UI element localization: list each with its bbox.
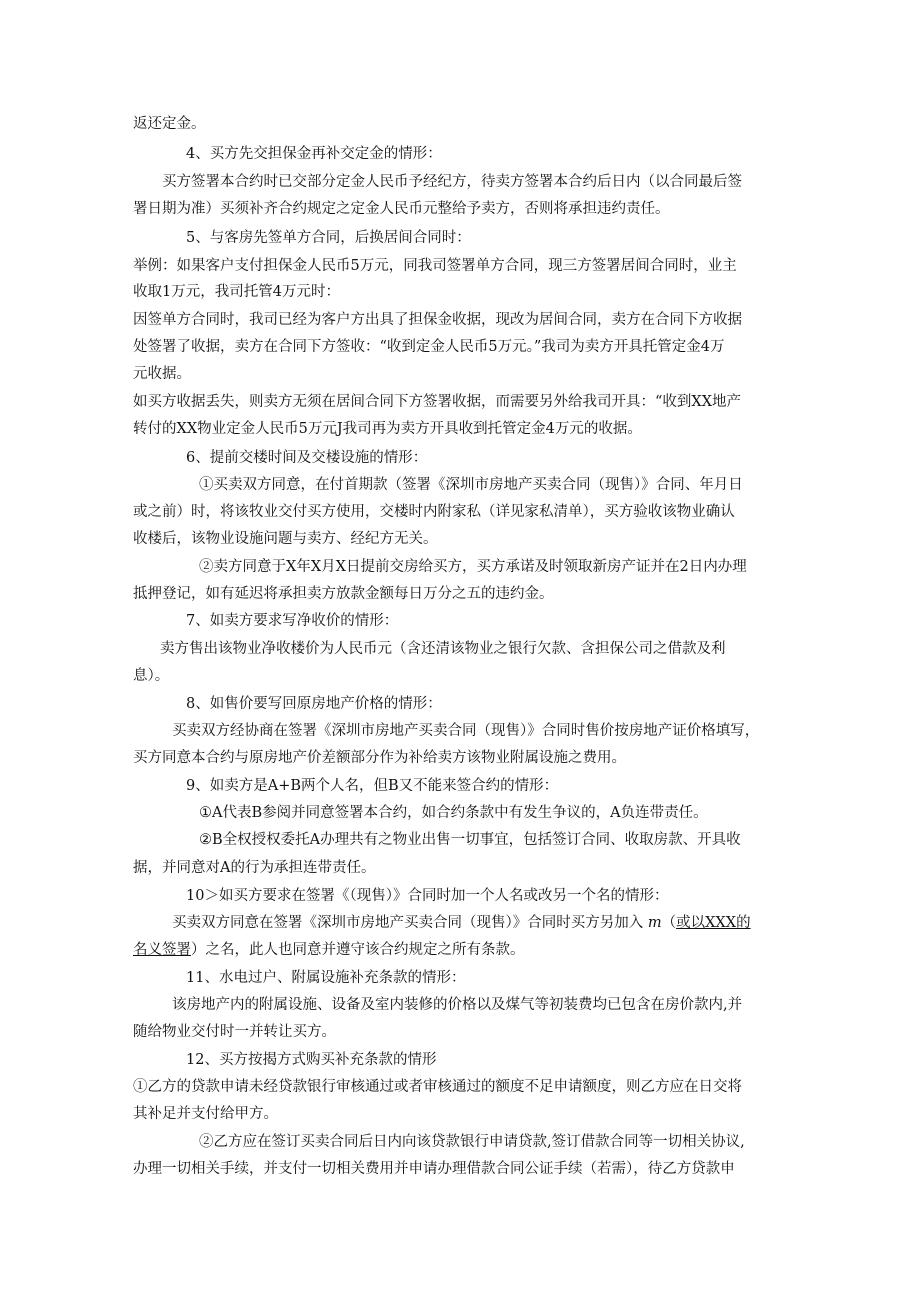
underlined-text: 或以XXX的 — [676, 915, 751, 931]
italic-mark: m — [647, 915, 662, 931]
text-line: 该房地产内的附属设施、设备及室内装修的价格以及煤气等初装费均已包含在房价款内,并 — [172, 997, 743, 1013]
text-line: 办理一切相关手续，并支付一切相关费用并申请办理借款合同公证手续（若需），待乙方贷款申 — [133, 1161, 735, 1177]
text-line: 卖方售出该物业净收楼价为人民币元（含还清该物业之银行欠款、含担保公司之借款及利 — [160, 641, 726, 657]
section-heading-4: 4、买方先交担保金再补交定金的情形： — [186, 146, 442, 162]
text-line: 买方同意本合约与原房地产价差额部分作为补给卖方该物业附属设施之费用。 — [133, 750, 626, 766]
text-segment: （ — [661, 915, 677, 931]
text-line: 举例：如果客户支付担保金人民币5万元，同我司签署单方合同，现三方签署居间合同时，业主 — [133, 258, 737, 274]
section-heading-6: 6、提前交楼时间及交楼设施的情形： — [186, 450, 428, 466]
text-line: 处签署了收据，卖方在合同下方签收：“收到定金人民币5万元。”我司为卖方开具托管定金4万 — [133, 339, 725, 355]
text-line: ①A代表B参阅并同意签署本合约，如合约条款中有发生争议的，A负连带责任。 — [199, 805, 708, 821]
section-heading-5: 5、与客房先签单方合同，后换居间合同时： — [186, 230, 471, 246]
text-segment: 买卖双方同意在签署《深圳市房地产买卖合同（现售）》合同时买方另加入 — [172, 915, 644, 931]
section-heading-10: 10＞如买方要求在签署《（现售）》合同时加一个人名或改另一个名的情形： — [186, 888, 669, 904]
text-line: 息）。 — [133, 668, 170, 684]
text-line: 收楼后，该物业设施问题与卖方、经纪方无关。 — [133, 531, 438, 547]
underlined-text: 名义签署 — [133, 942, 191, 958]
text-line — [172, 913, 751, 933]
text-line: 抵押登记，如有延迟将承担卖方放款金额每日万分之五的违约金。 — [133, 586, 554, 602]
text-segment: ）之名，此人也同意并遵守该合约规定之所有条款。 — [191, 942, 525, 958]
text-line: 其补足并支付给甲方。 — [133, 1106, 278, 1122]
section-heading-11: 11、水电过户、附属设施补充条款的情形： — [186, 970, 466, 986]
text-line: 买卖双方经协商在签署《深圳市房地产买卖合同（现售）》合同时售价按房地产证价格填写， — [172, 723, 760, 739]
section-heading-12: 12、买方按揭方式购买补充条款的情形 — [186, 1052, 437, 1068]
text-line: 或之前）时，将该牧业交付买方使用，交楼时内附家私（详见家私清单），买方验收该物业确认 — [133, 504, 735, 520]
text-line: 元收据。 — [133, 366, 191, 382]
text-line: ②B全权授权委托A办理共有之物业出售一切事宜，包括签订合同、收取房款、开具收 — [199, 832, 741, 848]
text-line: 返还定金。 — [133, 116, 206, 132]
text-line — [133, 940, 525, 960]
text-line: ②卖方同意于X年X月X日提前交房给买方，买方承诺及时领取新房产证并在2日内办理 — [199, 559, 747, 575]
text-line: 如买方收据丢失，则卖方无须在居间合同下方签署收据，而需要另外给我司开具：“收到XX地产 — [133, 394, 742, 410]
section-heading-9: 9、如卖方是A+B两个人名，但B又不能来签合约的情形： — [186, 778, 559, 794]
text-line: 据，并同意对A的行为承担连带责任。 — [133, 860, 376, 876]
text-line: 署日期为准）买须补齐合约规定之定金人民币元整给予卖方，否则将承担违约责任。 — [133, 201, 670, 217]
text-line: 随给物业交付时一并转让买方。 — [133, 1024, 336, 1040]
text-line: 收取1万元，我司托管4万元时： — [133, 284, 340, 300]
text-line: ①买卖双方同意，在付首期款（签署《深圳市房地产买卖合同（现售）》合同、年月日 — [199, 477, 743, 493]
section-heading-7: 7、如卖方要求写净收价的情形： — [186, 613, 399, 629]
text-line: ②乙方应在签订买卖合同后日内向该贷款银行申请贷款,签订借款合同等一切相关协议, — [199, 1134, 745, 1150]
text-line: ①乙方的贷款申请未经贷款银行审核通过或者审核通过的额度不足申请额度，则乙方应在日交将 — [133, 1079, 742, 1095]
section-heading-8: 8、如售价要写回原房地产价格的情形： — [186, 696, 442, 712]
text-line: 因签单方合同时，我司已经为客户方出具了担保金收据，现改为居间合同，卖方在合同下方收据 — [133, 312, 742, 328]
text-line: 转付的XX物业定金人民币5万元J我司再为卖方开具收到托管定金4万元的收据。 — [133, 421, 642, 437]
text-line: 买方签署本合约时已交部分定金人民币予经纪方，待卖方签署本合约后日内（以合同最后签 — [162, 174, 742, 190]
